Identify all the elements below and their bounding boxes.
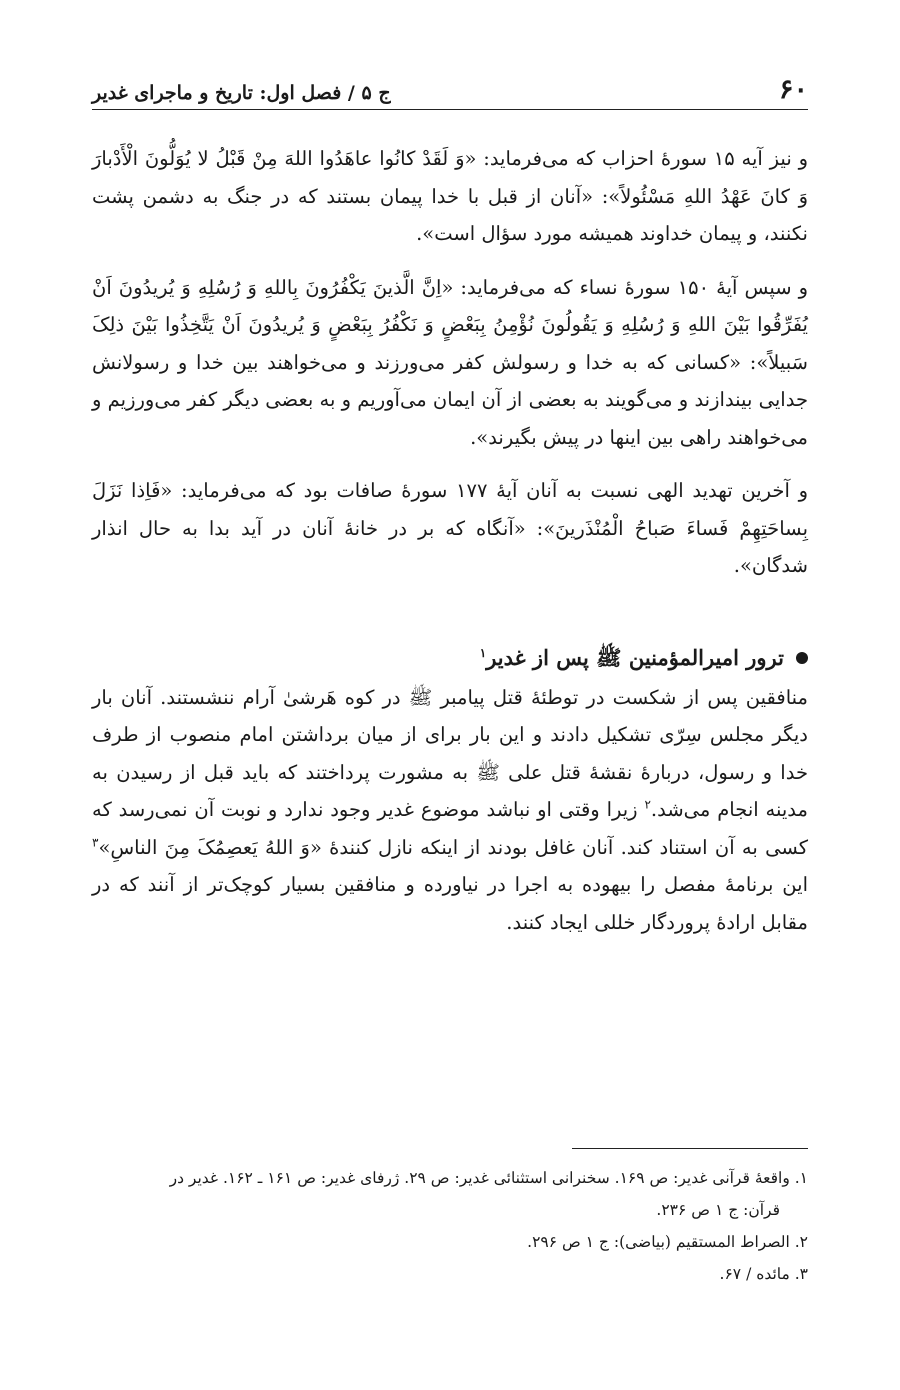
section-heading — [92, 639, 808, 677]
footnote-ref-2[interactable]: ۲ — [644, 797, 651, 812]
footnote-1-line-2: قرآن: ج ۱ ص ۲۳۶. — [656, 1201, 780, 1219]
running-title: ج ۵ / فصل اول: تاریخ و ماجرای غدیر — [92, 82, 391, 104]
main-text — [92, 140, 808, 957]
footnotes — [92, 1162, 808, 1290]
bullet-icon — [796, 652, 808, 664]
footnote-1 — [92, 1162, 808, 1226]
footnote-1-line-1: ۱. واقعهٔ قرآنی غدیر: ص ۱۶۹. سخنرانی استثنائی غدیر: ص ۲۹. ژرفای غدیر: ص ۱۶۱ ـ ۱۶۲. غدیر در — [169, 1169, 808, 1187]
section-body — [92, 679, 808, 942]
footnote-3 — [92, 1258, 808, 1290]
section-heading-label: ترور امیرالمؤمنین ﷺ پس از غدیر — [486, 644, 784, 670]
section-body-part-3: این برنامهٔ مفصل را بیهوده به اجرا در نیاورده و منافقین بسیار کوچک‌تر از آنند که در مقابل ارادهٔ پروردگار خللی ایجاد کنند. — [92, 873, 808, 934]
page-header — [92, 70, 808, 110]
section-body-part-2: زیرا وقتی او نباشد موضوع غدیر وجود ندارد و نوبت آن نمی‌رسد که کسی به آن استناد کند. آنان غافل بودند از اینکه نازل کنندهٔ «وَ اللهُ یَعصِمُکَ مِنَ الناسِ» — [92, 798, 808, 859]
footnote-ref-3[interactable]: ۳ — [92, 835, 99, 849]
section-heading-text — [480, 639, 784, 677]
footnote-divider — [572, 1148, 808, 1149]
footnote-3-text: ۳. مائده / ۶۷. — [719, 1265, 808, 1283]
paragraph-3: و آخرین تهدید الهی نسبت به آنان آیهٔ ۱۷۷ سورهٔ صافات بود که می‌فرماید: «فَاِذا نَزَلَ بِساحَتِهِمْ فَساءَ صَباحُ الْمُنْذَرینَ»: «آنگاه که بر در خانهٔ آنان در آید بدا به حال انذار شدگان». — [92, 479, 808, 577]
paragraph-1: و نیز آیه ۱۵ سورهٔ احزاب که می‌فرماید: «وَ لَقَدْ کانُوا عاهَدُوا اللهَ مِنْ قَبْلُ لا یُوَلُّونَ الْأَدْبارَ وَ کانَ عَهْدُ اللهِ مَسْئُولاً»: «آنان از قبل با خدا پیمان بستند که در جنگ به دشمن پشت نکنند، و پیمان خداوند همیشه مورد سؤال است». — [92, 147, 808, 245]
section-body-part-1: منافقین پس از شکست در توطئهٔ قتل پیامبر ﷺ در کوه هَرشیٰ آرام ننشستند. آنان بار دیگر مجلس سِرّی تشکیل دادند و این بار برای از میان برداشتن امام منصوب از طرف خدا و رسول، دربارهٔ نقشهٔ قتل علی ﷺ به مشورت پرداختند که باید قبل از رسیدن به مدینه انجام می‌شد. — [92, 685, 808, 821]
footnote-ref-1[interactable]: ۱ — [479, 645, 487, 660]
footnote-2 — [92, 1226, 808, 1258]
footnote-2-text: ۲. الصراط المستقیم (بیاضی): ج ۱ ص ۲۹۶. — [527, 1233, 808, 1251]
page-number: ۶۰ — [778, 74, 808, 105]
paragraph-2: و سپس آیهٔ ۱۵۰ سورهٔ نساء که می‌فرماید: «اِنَّ الَّذینَ یَکْفُرُونَ بِاللهِ وَ رُسُلِهِ وَ یُریدُونَ اَنْ یُفَرِّقُوا بَیْنَ اللهِ وَ رُسُلِهِ وَ یَقُولُونَ نُؤْمِنُ بِبَعْضٍ وَ نَکْفُرُ بِبَعْضٍ وَ یُریدُونَ اَنْ یَتَّخِذُوا بَیْنَ ذلِکَ سَبیلاً»: «کسانی که به خدا و رسولش کفر می‌ورزند و می‌خواهند بین خدا و رسولانش جدایی بیندازند و می‌گویند به بعضی از آن ایمان می‌آوریم و به بعضی دیگر کفر می‌ورزیم و می‌خواهند راهی بین اینها در پیش بگیرند». — [92, 275, 808, 449]
